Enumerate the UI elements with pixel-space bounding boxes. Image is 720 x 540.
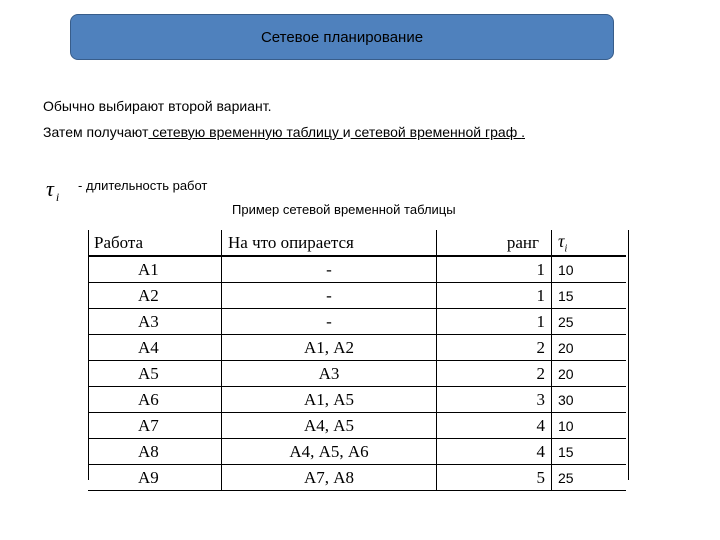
cell-job: А3 xyxy=(88,309,222,335)
cell-duration: 25 xyxy=(552,465,627,491)
table-right-border xyxy=(628,230,629,480)
header-job: Работа xyxy=(88,230,222,256)
cell-duration: 15 xyxy=(552,439,627,465)
cell-job: А4 xyxy=(88,335,222,361)
slide-title: Сетевое планирование xyxy=(70,14,614,60)
table-row xyxy=(88,256,626,283)
cell-duration: 20 xyxy=(552,361,627,387)
cell-depends-on: А4, А5, А6 xyxy=(222,439,437,465)
line2-prefix: Затем получают xyxy=(43,124,149,140)
cell-rank: 3 xyxy=(437,387,552,413)
table-header-row xyxy=(88,230,626,256)
header-tau: $\tau_i$ xyxy=(552,230,627,256)
tau-description: - длительность работ xyxy=(78,178,208,193)
table-row xyxy=(88,465,626,491)
cell-duration: 25 xyxy=(552,309,627,335)
table-row xyxy=(88,335,626,361)
cell-depends-on: А7, А8 xyxy=(222,465,437,491)
cell-depends-on: - xyxy=(222,283,437,309)
cell-job: А6 xyxy=(88,387,222,413)
cell-job: А7 xyxy=(88,413,222,439)
network-table-link[interactable]: сетевую временную таблицу xyxy=(148,124,343,140)
cell-rank: 2 xyxy=(437,361,552,387)
cell-rank: 5 xyxy=(437,465,552,491)
cell-depends-on: А1, А2 xyxy=(222,335,437,361)
cell-depends-on: - xyxy=(222,256,437,283)
cell-rank: 1 xyxy=(437,256,552,283)
cell-rank: 1 xyxy=(437,309,552,335)
tau-symbol: τ $_i$ xyxy=(46,176,60,205)
cell-duration: 15 xyxy=(552,283,627,309)
cell-duration: 20 xyxy=(552,335,627,361)
cell-job: А1 xyxy=(88,256,222,283)
network-time-table xyxy=(88,230,626,491)
line2-period: . xyxy=(521,124,525,140)
cell-duration: 30 xyxy=(552,387,627,413)
text-line-2 xyxy=(43,124,525,140)
header-rank: ранг xyxy=(437,230,552,256)
cell-job: А5 xyxy=(88,361,222,387)
cell-depends-on: А4, А5 xyxy=(222,413,437,439)
cell-job: А9 xyxy=(88,465,222,491)
table-caption: Пример сетевой временной таблицы xyxy=(232,202,456,217)
cell-rank: 2 xyxy=(437,335,552,361)
cell-job: А2 xyxy=(88,283,222,309)
table-row xyxy=(88,413,626,439)
cell-rank: 4 xyxy=(437,413,552,439)
table-row xyxy=(88,283,626,309)
network-graph-link[interactable]: сетевой временной граф xyxy=(350,124,522,140)
text-line-1: Обычно выбирают второй вариант. xyxy=(43,98,272,114)
cell-depends-on: А1, А5 xyxy=(222,387,437,413)
table-row xyxy=(88,309,626,335)
line2-conjunction: и xyxy=(342,124,351,140)
table-row xyxy=(88,387,626,413)
cell-depends-on: - xyxy=(222,309,437,335)
cell-depends-on: А3 xyxy=(222,361,437,387)
header-depends-on: На что опирается xyxy=(222,230,437,256)
table-row xyxy=(88,361,626,387)
cell-rank: 1 xyxy=(437,283,552,309)
cell-duration: 10 xyxy=(552,413,627,439)
cell-job: А8 xyxy=(88,439,222,465)
cell-rank: 4 xyxy=(437,439,552,465)
cell-duration: 10 xyxy=(552,256,627,283)
table-row xyxy=(88,439,626,465)
